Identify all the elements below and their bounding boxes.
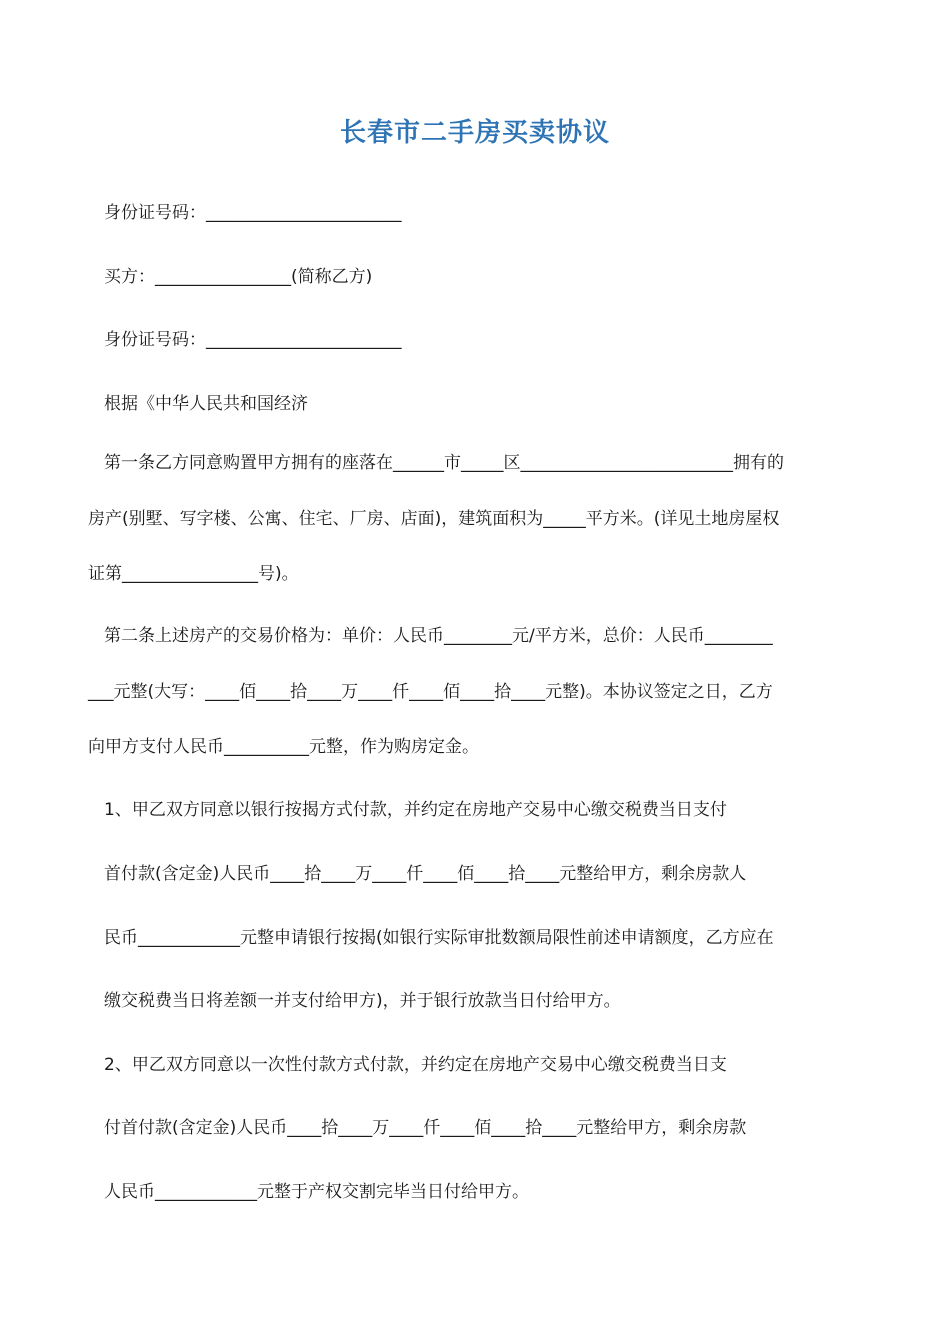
clause-1-line-2: 首付款(含定金)人民币____拾____万____仟____佰____拾____元整给甲方，剩余房款人	[104, 864, 747, 884]
clause-2-line-1: 2、甲乙双方同意以一次性付款方式付款，并约定在房地产交易中心缴交税费当日支	[104, 1055, 727, 1075]
clause-2-line-2: 付首付款(含定金)人民币____拾____万____仟____佰____拾____元整给甲方，剩余房款	[104, 1118, 747, 1138]
article-2-line-3: 向甲方支付人民币__________元整，作为购房定金。	[88, 737, 479, 757]
buyer-id-line: 身份证号码：_______________________	[104, 330, 402, 350]
article-2-line-2: ___元整(大写：____佰____拾____万____仟____佰____拾____元整)。本协议签定之日，乙方	[88, 682, 773, 702]
clause-1-line-3: 民币____________元整申请银行按揭(如银行实际审批数额局限性前述申请额度，乙方应在	[104, 928, 774, 948]
clause-1-line-4: 缴交税费当日将差额一并支付给甲方)，并于银行放款当日付给甲方。	[104, 991, 621, 1011]
basis-line: 根据《中华人民共和国经济	[104, 394, 308, 414]
document-title: 长春市二手房买卖协议	[339, 118, 610, 148]
seller-id-line: 身份证号码：_______________________	[104, 203, 402, 223]
article-1-line-3: 证第________________号)。	[88, 564, 299, 584]
article-2-line-1: 第二条上述房产的交易价格为：单价：人民币________元/平方米，总价：人民币________	[104, 626, 773, 646]
buyer-line: 买方：________________(简称乙方)	[104, 267, 373, 287]
clause-2-line-3: 人民币____________元整于产权交割完毕当日付给甲方。	[104, 1182, 529, 1202]
clause-1-line-1: 1、甲乙双方同意以银行按揭方式付款，并约定在房地产交易中心缴交税费当日支付	[104, 800, 727, 820]
article-1-line-1: 第一条乙方同意购置甲方拥有的座落在______市_____区_________________________拥有的	[104, 453, 784, 473]
article-1-line-2: 房产(别墅、写字楼、公寓、住宅、厂房、店面)，建筑面积为_____平方米。(详见土地房屋权	[88, 509, 780, 529]
